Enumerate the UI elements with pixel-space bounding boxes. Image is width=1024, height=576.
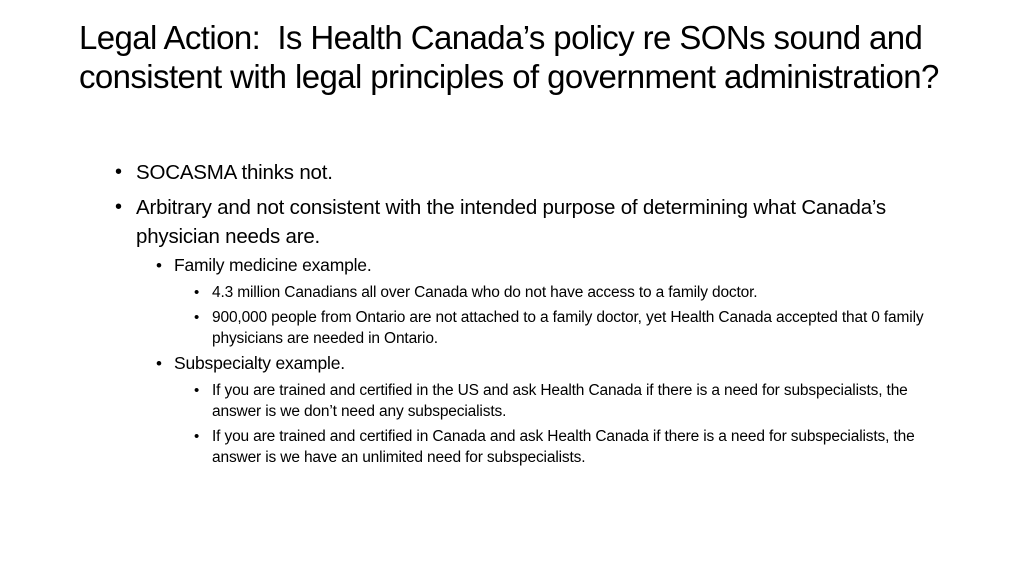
bullet-text: Family medicine example. (174, 255, 372, 275)
bullet-icon: • (156, 354, 162, 373)
bullet-icon: • (194, 284, 200, 301)
bullet-item-family-medicine (156, 253, 954, 278)
bullet-icon: • (194, 428, 200, 445)
slide-title: Legal Action: Is Health Canada’s policy re SONs sound and consistent with legal principles of government administration? (79, 19, 939, 95)
bullet-icon: • (115, 161, 122, 183)
bullet-item-subspecialty (156, 351, 954, 376)
bullet-text: 900,000 people from Ontario are not attached to a family doctor, yet Health Canada accepted that 0 family physicians are needed in Ontario. (212, 309, 924, 347)
bullet-text: Subspecialty example. (174, 353, 345, 373)
bullet-list (0, 158, 1024, 468)
bullet-item-arbitrary (115, 193, 956, 251)
bullet-icon: • (194, 382, 200, 399)
bullet-icon: • (156, 256, 162, 275)
bullet-item-ontario-unattached (194, 307, 957, 349)
bullet-text: 4.3 million Canadians all over Canada who do not have access to a family doctor. (212, 284, 758, 301)
bullet-item-canadians-no-access (194, 282, 957, 303)
bullet-item-us-trained (194, 380, 957, 422)
bullet-text: SOCASMA thinks not. (136, 161, 333, 184)
bullet-icon: • (194, 309, 200, 326)
bullet-item-canada-trained (194, 426, 957, 468)
bullet-icon: • (115, 196, 122, 218)
bullet-text: If you are trained and certified in Canada and ask Health Canada if there is a need for subspecialists, the answer is we have an unlimited need for subspecialists. (212, 428, 915, 466)
bullet-text: Arbitrary and not consistent with the intended purpose of determining what Canada’s physician needs are. (136, 196, 886, 248)
bullet-text: If you are trained and certified in the US and ask Health Canada if there is a need for subspecialists, the answer is we don’t need any subspecialists. (212, 382, 908, 420)
bullet-item-socasma (115, 158, 956, 187)
